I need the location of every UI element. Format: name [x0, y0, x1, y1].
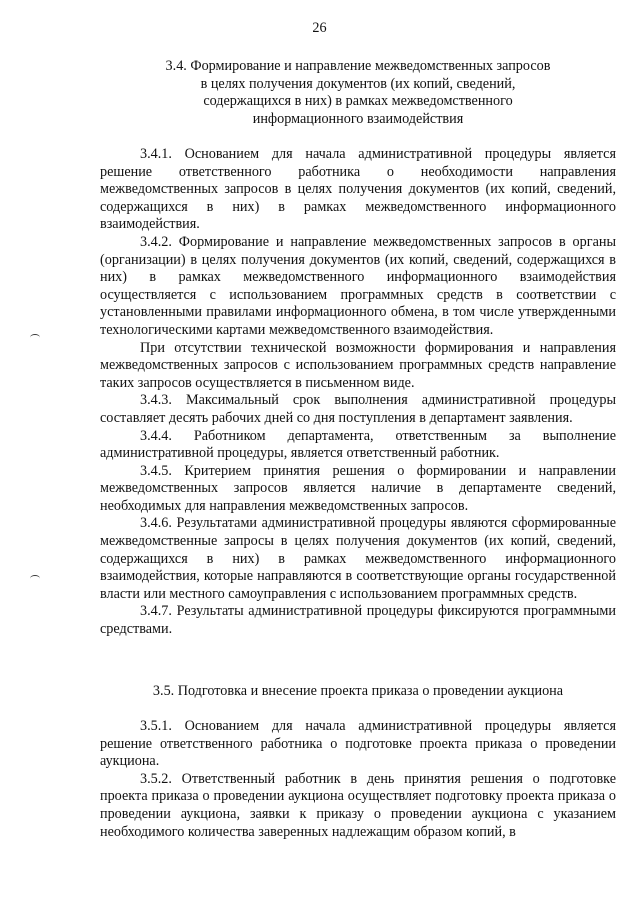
paragraph-3-4-2-note: При отсутствии технической возможности формирования и направления межведомственных запросов с использованием программных средств направление таких запросов осуществляется в письменном виде.	[100, 339, 616, 391]
page-number: 26	[312, 20, 327, 36]
section-3-4-title-line: в целях получения документов (их копий, сведений,	[200, 75, 516, 92]
paragraph-3-4-4: 3.4.4. Работником департамента, ответственным за выполнение административной процедуры, является ответственный работник.	[100, 427, 616, 462]
paragraph-3-4-3: 3.4.3. Максимальный срок выполнения административной процедуры составляет десять рабочих дней со дня поступления в департамент заявления.	[100, 392, 616, 426]
section-3-4-title-line: содержащихся в них) в рамках межведомственного	[203, 93, 513, 110]
paragraph-3-5-2: 3.5.2. Ответственный работник в день принятия решения о подготовке проекта приказа о проведении аукциона осуществляет подготовку проекта приказа о проведении аукциона, заявки к приказу о проведении аукциона с указанием необходимого количества заверенных надлежащим образом копий, в	[100, 770, 616, 840]
paragraph-3-4-1: 3.4.1. Основанием для начала административной процедуры является решение ответственного работника о необходимости направления межведомственных запросов в целях получения документов (их копий, сведений, содержащихся в них) в рамках межведомственного информационного взаимодействия.	[100, 146, 616, 233]
paragraph-3-4-2: 3.4.2. Формирование и направление межведомственных запросов в органы (организации) в целях получения документов (их копий, сведений, содержащихся в них) в рамках межведомственного информационного взаимодействия осуществляется с использованием программных средств в соответствии с установленными правилами информационного обмена, в том числе утвержденными технологическими картами межведомственного взаимодействия.	[100, 233, 616, 338]
paragraph-3-4-7: 3.4.7. Результаты административной процедуры фиксируются программными средствами.	[100, 603, 616, 638]
section-3-4-body	[100, 146, 616, 639]
paragraph-3-4-5: 3.4.5. Критерием принятия решения о формировании и направлении межведомственных запросов является наличие в департаменте сведений, необходимых для направления межведомственных запросов.	[100, 462, 616, 514]
section-3-4-heading	[100, 58, 616, 128]
scan-mark	[30, 334, 40, 341]
scan-mark	[30, 575, 40, 582]
section-3-4-title-line: 3.4. Формирование и направление межведомственных запросов	[165, 58, 551, 74]
paragraph-3-5-1: 3.5.1. Основанием для начала административной процедуры является решение ответственного работника о подготовке проекта приказа о проведении аукциона.	[100, 718, 616, 770]
section-3-5-heading: 3.5. Подготовка и внесение проекта приказа о проведении аукциона	[152, 683, 564, 699]
section-3-4-title-line: информационного взаимодействия	[252, 110, 464, 127]
paragraph-3-4-6: 3.4.6. Результатами административной процедуры являются сформированные межведомственные запросы в целях получения документов (их копий, сведений, содержащихся в них) в рамках межведомственного информационного взаимодействия, которые направляются в соответствующие органы государственной власти или местного самоуправления с использованием программных средств.	[100, 515, 616, 602]
section-3-5-body	[100, 718, 616, 841]
